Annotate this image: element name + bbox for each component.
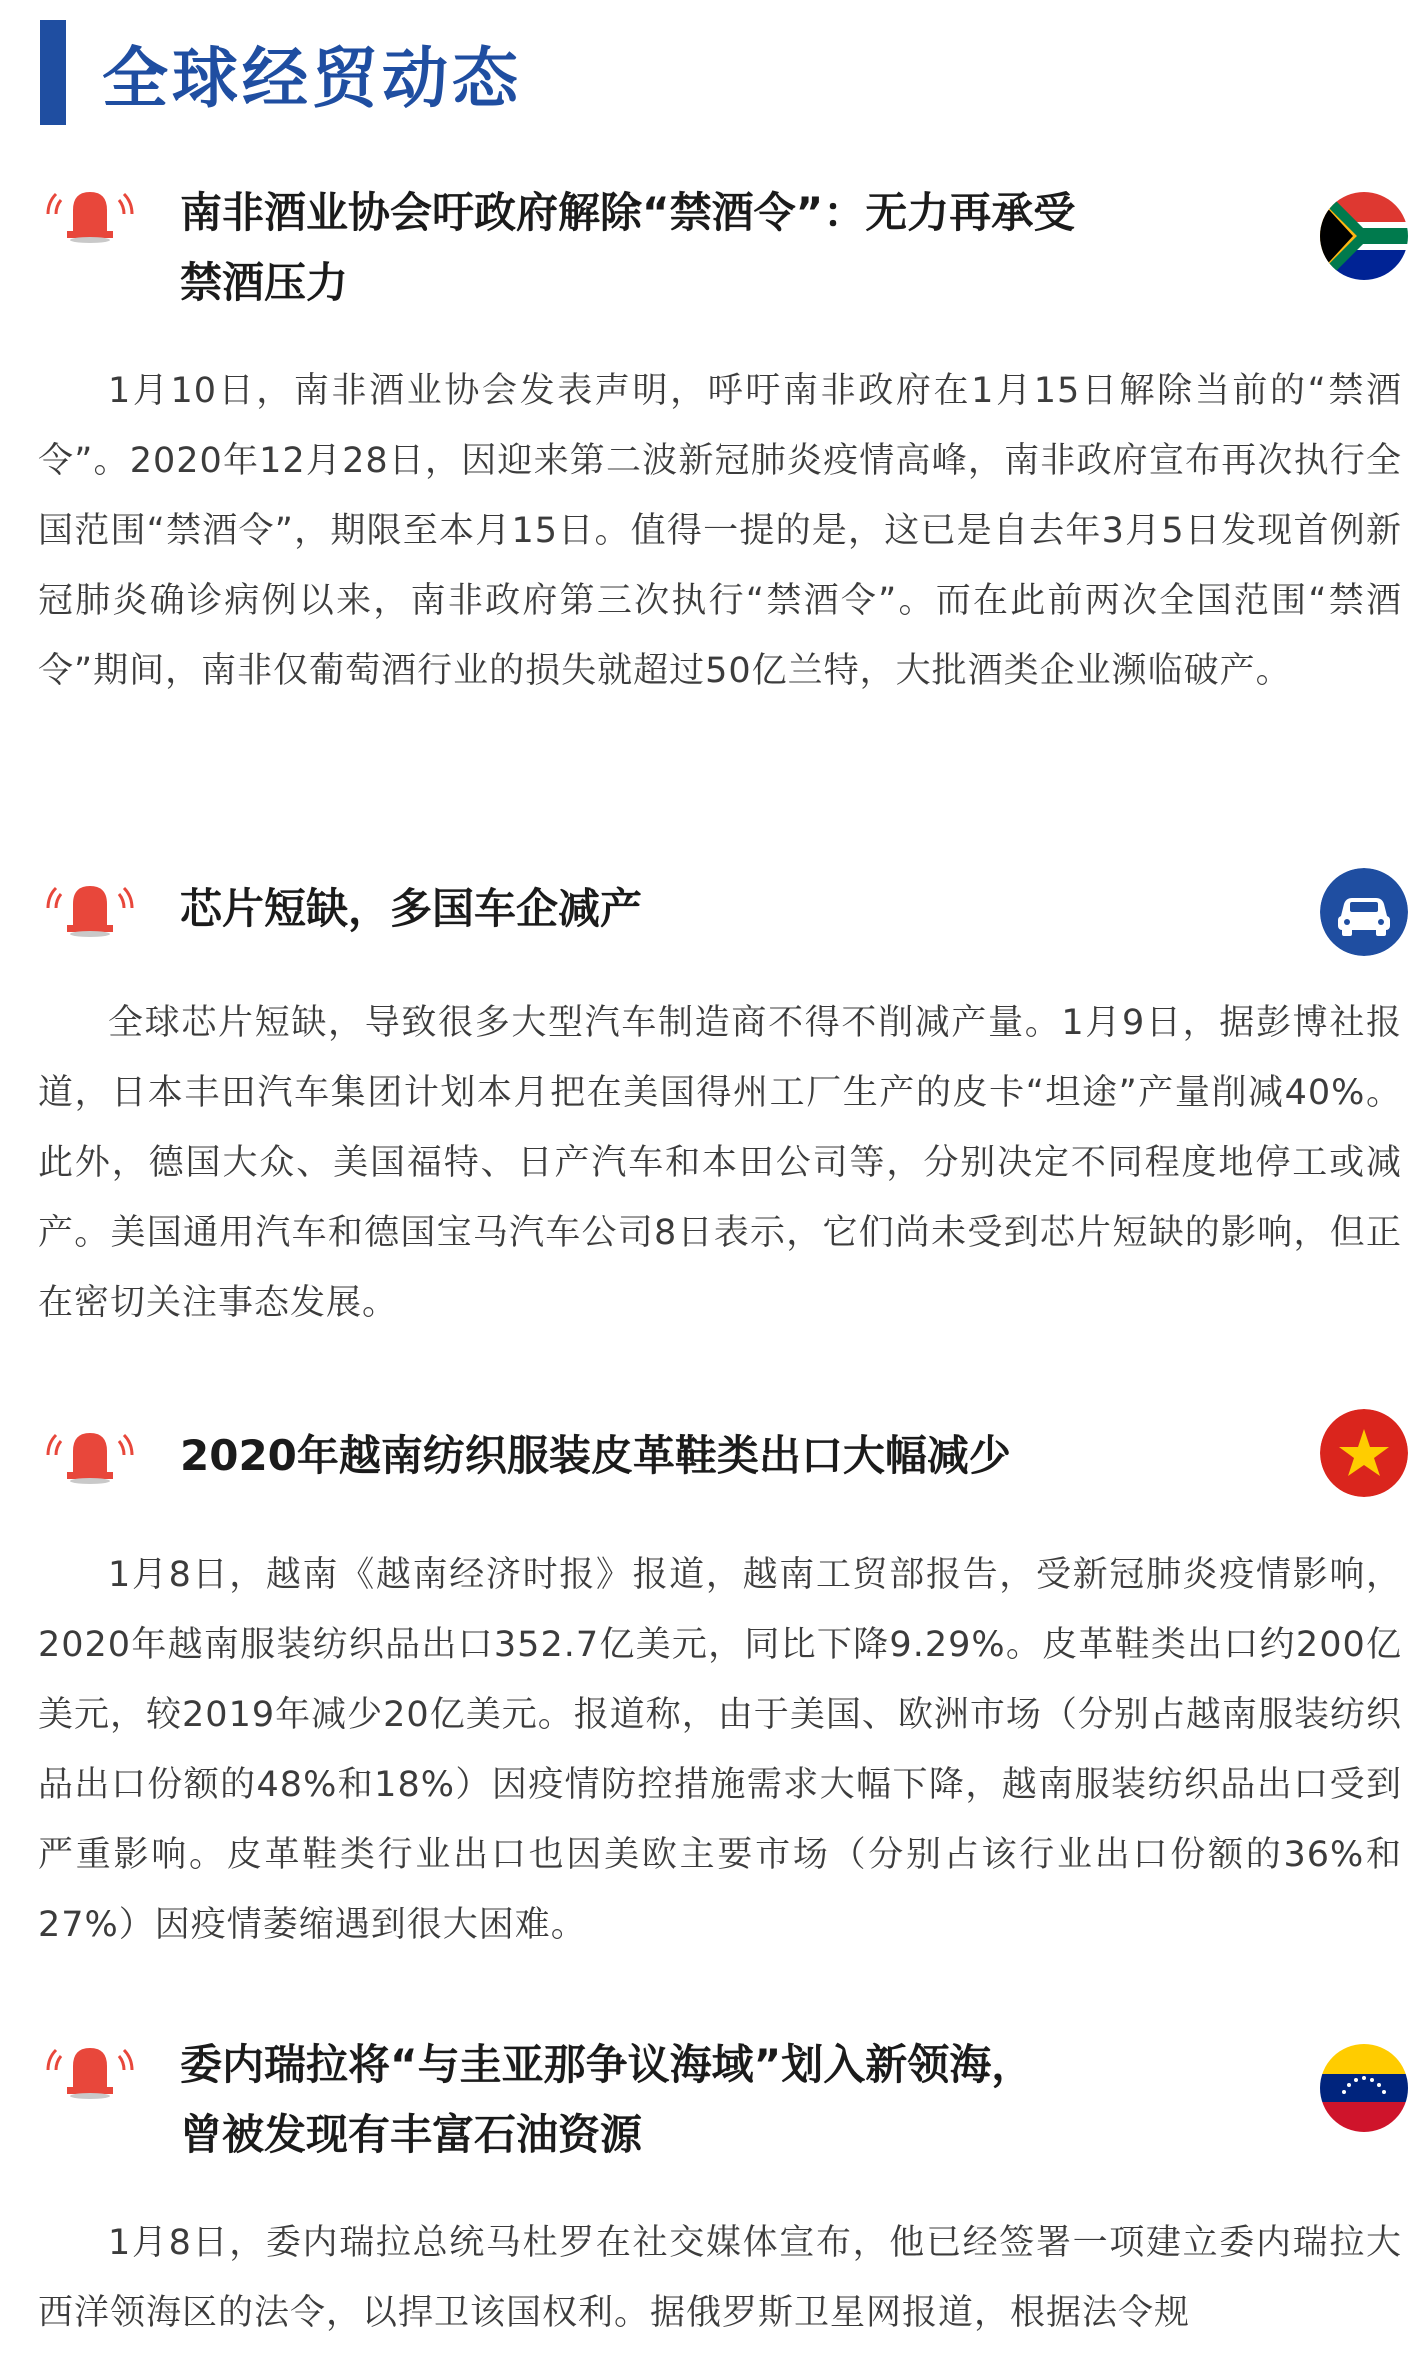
article-body: 全球芯片短缺，导致很多大型汽车制造商不得不削减产量。1月9日，据彭博社报道，日本丰田汽车集团计划本月把在美国得州工厂生产的皮卡“坦途”产量削减40%。此外，德国大众、美国福特、日产汽车和本田公司等，分别决定不同程度地停工或减产。美国通用汽车和德国宝马汽车公司8日表示，它们尚未受到芯片短缺的影响，但正在密切关注事态发展。 [38,1003,1402,1323]
alarm-bell-icon [40,878,140,938]
article-title: 南非酒业协会吁政府解除“禁酒令”：无力再承受 禁酒压力 [180,188,1076,307]
venezuela-flag-icon [1320,2044,1408,2132]
article-body: 1月10日，南非酒业协会发表声明，呼吁南非政府在1月15日解除当前的“禁酒令”。2020年12月28日，因迎来第二波新冠肺炎疫情高峰，南非政府宣布再次执行全国范围“禁酒令”，期限至本月15日。值得一提的是，这已是自去年3月5日发现首例新冠肺炎确诊病例以来，南非政府第三次执行“禁酒令”。而在此前两次全国范围“禁酒令”期间，南非仅葡萄酒行业的损失就超过50亿兰特，大批酒类企业濒临破产。 [38,371,1402,691]
article-title: 委内瑞拉将“与圭亚那争议海域”划入新领海， 曾被发现有丰富石油资源 [180,2040,1034,2159]
alarm-bell-icon [40,184,140,244]
article-body: 1月8日，委内瑞拉总统马杜罗在社交媒体宣布，他已经签署一项建立委内瑞拉大西洋领海区的法令，以捍卫该国权利。据俄罗斯卫星网报道，根据法令规 [38,2223,1402,2333]
header-accent-bar [40,20,66,125]
south-africa-flag-icon [1320,192,1408,280]
car-icon [1320,868,1408,956]
section-header [40,20,522,125]
article-title: 芯片短缺，多国车企减产 [180,884,643,933]
page-title: 全球经贸动态 [102,40,522,117]
article-title: 2020年越南纺织服装皮革鞋类出口大幅减少 [180,1431,1011,1480]
vietnam-flag-icon [1320,1409,1408,1497]
article-body: 1月8日，越南《越南经济时报》报道，越南工贸部报告，受新冠肺炎疫情影响，2020年越南服装纺织品出口352.7亿美元，同比下降9.29%。皮革鞋类出口约200亿美元，较2019年减少20亿美元。报道称，由于美国、欧洲市场（分别占越南服装纺织品出口份额的48%和18%）因疫情防控措施需求大幅下降，越南服装纺织品出口受到严重影响。皮革鞋类行业出口也因美欧主要市场（分别占该行业出口份额的36%和27%）因疫情萎缩遇到很大困难。 [38,1555,1402,1945]
alarm-bell-icon [40,2040,140,2100]
alarm-bell-icon [40,1425,140,1485]
